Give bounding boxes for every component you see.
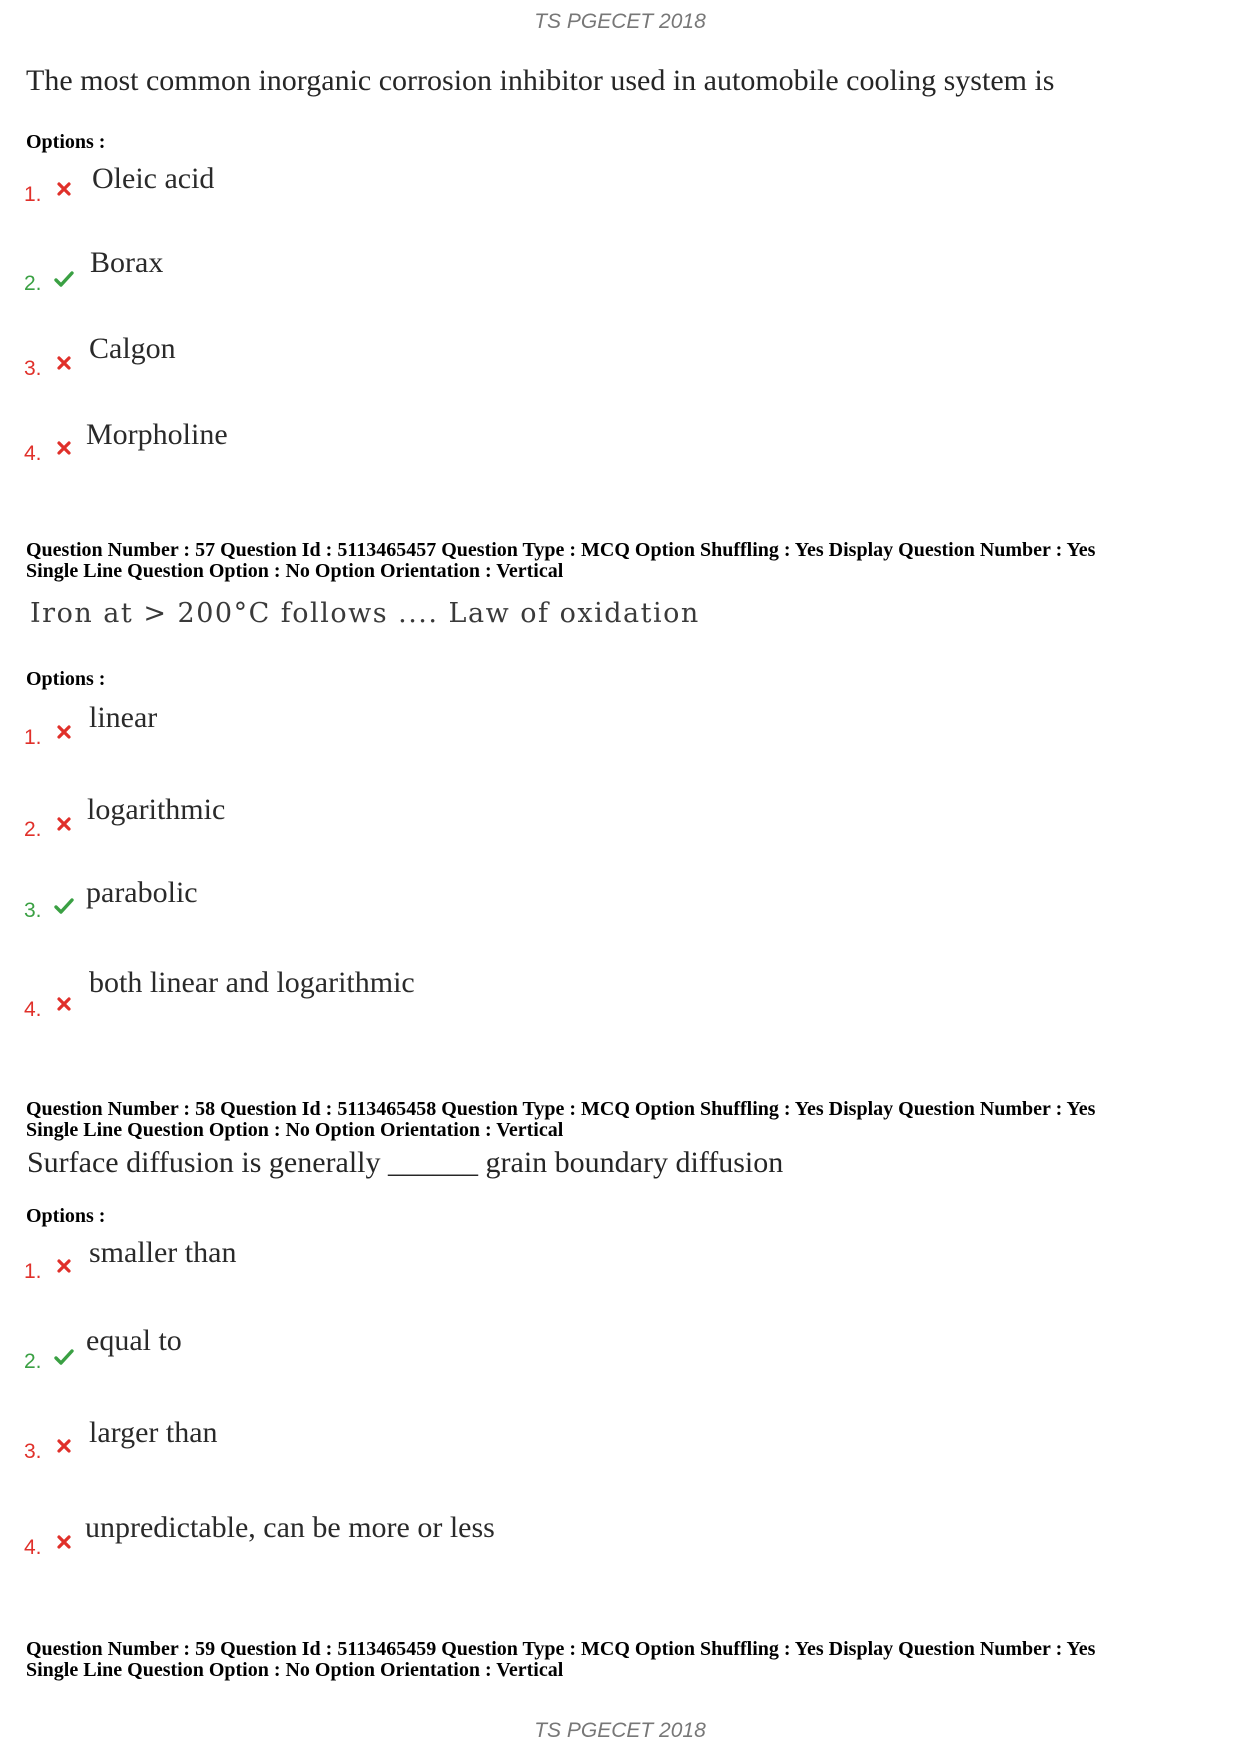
check-icon (53, 269, 75, 289)
options-label: Options : (26, 668, 106, 690)
question-56-text: The most common inorganic corrosion inhibitor used in automobile cooling system is (26, 64, 1055, 97)
check-icon (53, 896, 75, 916)
option-text: Borax (90, 246, 164, 279)
option-number: 4. (24, 1536, 42, 1559)
question-58-meta-line-1: Question Number : 58 Question Id : 5113465458 Question Type : MCQ Option Shuffling : Yes Display Question Number : Yes (26, 1098, 1096, 1120)
option-number: 2. (24, 1350, 42, 1373)
check-icon (53, 1347, 75, 1367)
question-57-text: Iron at > 200°C follows .... Law of oxidation (30, 598, 700, 629)
cross-icon (55, 723, 73, 741)
option-number: 1. (24, 1260, 42, 1283)
option-text: larger than (89, 1416, 218, 1449)
option-number: 3. (24, 899, 42, 922)
option-text: both linear and logarithmic (89, 966, 415, 999)
question-59-meta-line-2: Single Line Question Option : No Option Orientation : Vertical (26, 1659, 564, 1681)
option-number: 1. (24, 726, 42, 749)
option-text: linear (89, 701, 158, 734)
option-number: 3. (24, 1440, 42, 1463)
option-text: equal to (86, 1324, 182, 1357)
page-footer: TS PGECET 2018 (534, 1719, 706, 1742)
option-text: Calgon (89, 332, 176, 365)
page-header: TS PGECET 2018 (534, 10, 706, 33)
option-text: parabolic (86, 876, 198, 909)
cross-icon (55, 995, 73, 1013)
option-number: 4. (24, 998, 42, 1021)
cross-icon (55, 439, 73, 457)
cross-icon (55, 1437, 73, 1455)
option-number: 4. (24, 442, 42, 465)
question-58-text: Surface diffusion is generally ______ grain boundary diffusion (27, 1146, 784, 1179)
cross-icon (55, 1533, 73, 1551)
option-text: logarithmic (87, 793, 226, 826)
cross-icon (55, 354, 73, 372)
option-number: 1. (24, 183, 42, 206)
option-text: smaller than (89, 1236, 237, 1269)
option-text: Morpholine (86, 418, 228, 451)
question-58-meta-line-2: Single Line Question Option : No Option Orientation : Vertical (26, 1119, 564, 1141)
cross-icon (55, 815, 73, 833)
question-57-meta-line-1: Question Number : 57 Question Id : 5113465457 Question Type : MCQ Option Shuffling : Yes Display Question Number : Yes (26, 539, 1096, 561)
options-label: Options : (26, 131, 106, 153)
option-number: 3. (24, 357, 42, 380)
question-59-meta-line-1: Question Number : 59 Question Id : 5113465459 Question Type : MCQ Option Shuffling : Yes Display Question Number : Yes (26, 1638, 1096, 1660)
option-text: Oleic acid (92, 162, 215, 195)
options-label: Options : (26, 1205, 106, 1227)
option-number: 2. (24, 272, 42, 295)
cross-icon (55, 180, 73, 198)
question-57-meta-line-2: Single Line Question Option : No Option Orientation : Vertical (26, 560, 564, 582)
option-number: 2. (24, 818, 42, 841)
cross-icon (55, 1257, 73, 1275)
option-text: unpredictable, can be more or less (85, 1511, 495, 1544)
